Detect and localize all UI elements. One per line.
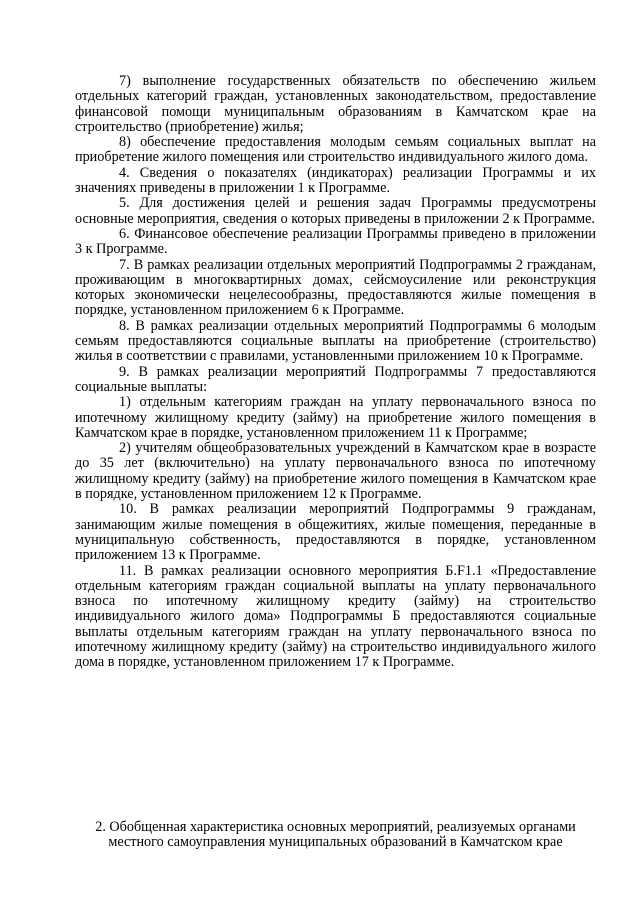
paragraph-subitem-2: 2) учителям общеобразовательных учреждений в Камчатском крае в возрасте до 35 лет (включительно) на уплату первоначального взноса по ипотечному жилищному кредиту (займу) на приобретение жилого помещения в Камчатском крае в порядке, установленном приложением 12 к Программе. [75,440,596,503]
paragraph-subitem-1: 1) отдельным категориям граждан на уплату первоначального взноса по ипотечному жилищному кредиту (займу) на приобретение жилого помещения в Камчатском крае в порядке, установленном приложением 11 к Программе; [75,394,596,441]
paragraph-item-8: 8) обеспечение предоставления молодым семьям социальных выплат на приобретение жилого помещения или строительство индивидуального жилого дома. [75,134,596,166]
section-heading: 2. Обобщенная характеристика основных мероприятий, реализуемых органами местного самоуправления муниципальных образований в Камчатском крае [95,819,576,851]
paragraph-point-8: 8. В рамках реализации отдельных мероприятий Подпрограммы 6 молодым семьям предоставляются социальные выплаты на приобретение (строительство) жилья в соответствии с правилами, установленными приложением 10 к Программе. [75,317,596,365]
document-body [75,74,596,671]
paragraph-item-7: 7) выполнение государственных обязательств по обеспечению жильем отдельных категорий граждан, установленных законодательством, предоставление финансовой помощи муниципальным образованиям в Камчатском крае на строительство (приобретение) жилья; [75,73,596,135]
paragraph-point-4: 4. Сведения о показателях (индикаторах) реализации Программы и их значениях приведены в приложении 1 к Программе. [75,164,596,197]
paragraph-point-11: 11. В рамках реализации основного мероприятия Б.F1.1 «Предоставление отдельным категориям граждан социальной выплаты на уплату первоначального взноса по ипотечному жилищному кредиту (займу) на строительство индивидуального жилого дома» Подпрограммы Б предоставляются социальные выплаты отдельным категориям граждан на уплату первоначального взноса по ипотечному жилищному кредиту (займу) на строительство индивидуального жилого дома в порядке, установленном приложением 17 к Программе. [75,562,596,671]
paragraph-point-7: 7. В рамках реализации отдельных мероприятий Подпрограммы 2 гражданам, проживающим в многоквартирных домах, сейсмоусиление или реконструкция которых экономически нецелесообразны, предоставляются жилые помещения в порядке, установленном приложением 6 к Программе. [75,256,596,319]
paragraph-point-5: 5. Для достижения целей и решения задач Программы предусмотрены основные мероприятия, сведения о которых приведены в приложении 2 к Программе. [75,195,596,227]
paragraph-point-6: 6. Финансовое обеспечение реализации Программы приведено в приложении 3 к Программе. [75,225,596,258]
paragraph-point-9: 9. В рамках реализации мероприятий Подпрограммы 7 предоставляются социальные выплаты: [75,363,596,395]
paragraph-point-10: 10. В рамках реализации мероприятий Подпрограммы 9 гражданам, занимающим жилые помещения в общежитиях, жилые помещения, переданные в муниципальную собственность, предоставляются в порядке, установленном приложением 13 к Программе. [75,501,596,564]
